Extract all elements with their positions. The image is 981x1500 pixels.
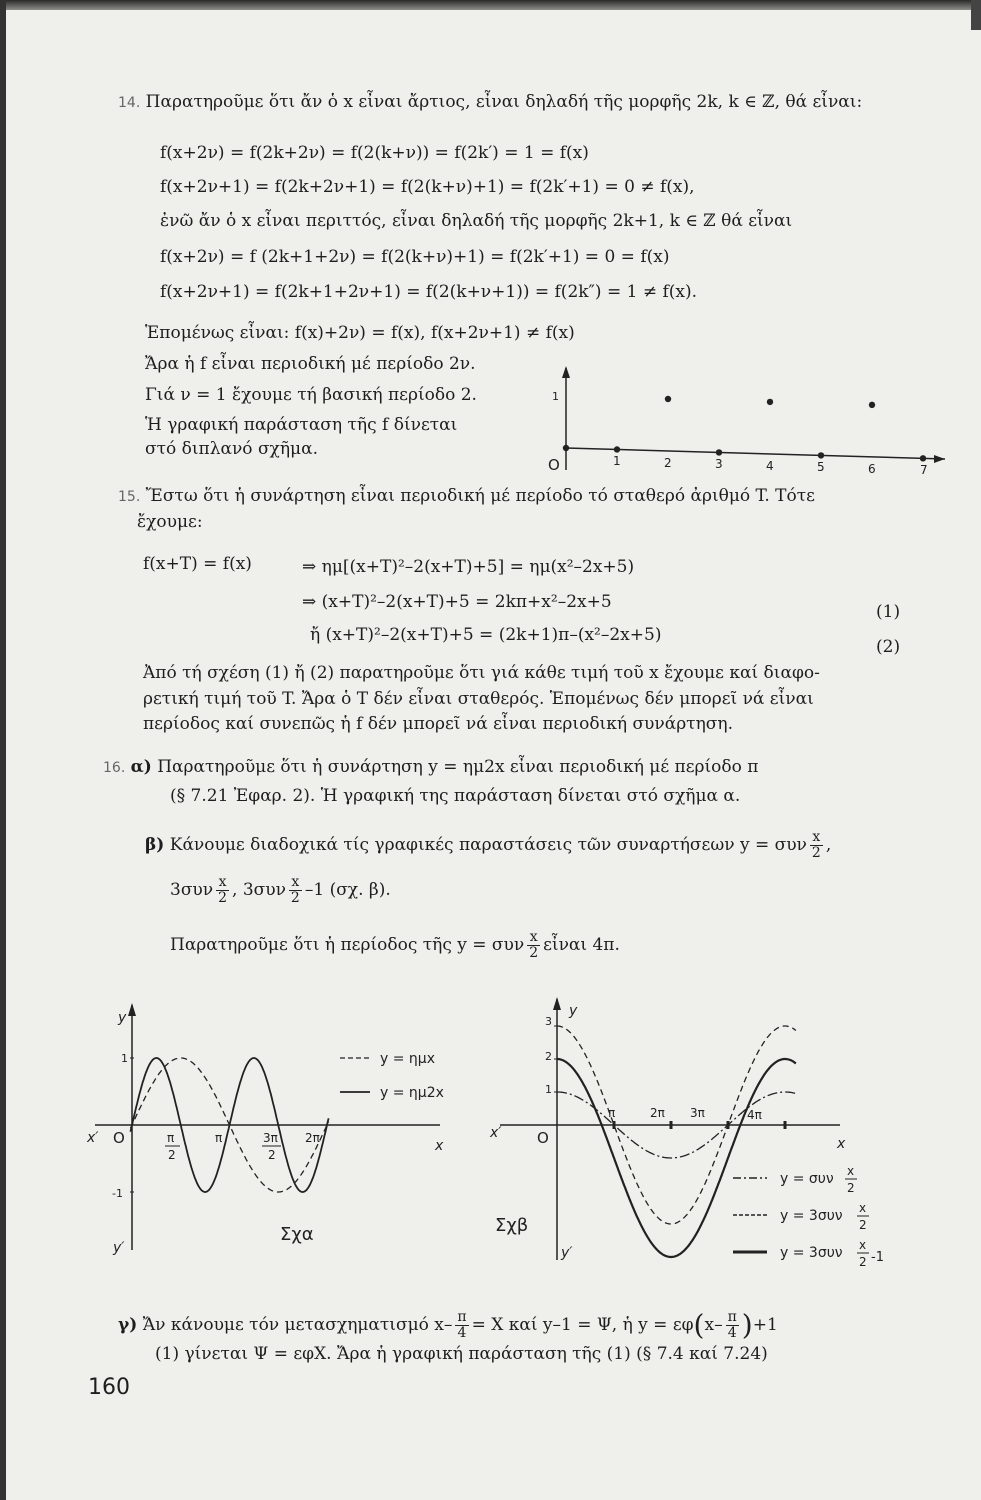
x-tick-3pi2-den: 2	[268, 1148, 276, 1162]
x-neg-label: x′	[87, 1130, 99, 1146]
problem-16-line-b2	[170, 875, 391, 906]
figure-caption: Σχα	[280, 1224, 314, 1245]
paren-close: )	[741, 1308, 753, 1342]
problem-15-line-5: ἤ (x+T)²–2(x+T)+5 = (2k+1)π–(x²–2x+5)	[310, 625, 662, 645]
x-axis	[566, 448, 945, 459]
problem-15-line-8: περίοδος καί συνεπῶς ἡ f δέν μπορεῖ νά εἶναι περιοδική συνάρτηση.	[143, 714, 733, 734]
problem-14-line-6: f(x+2ν+1) = f(2k+1+2ν+1) = f(2(k+ν+1)) = f(2k″) = 1 ≠ f(x).	[160, 282, 698, 302]
legend3-suffix: -1	[871, 1250, 884, 1265]
y-label: y	[569, 1003, 578, 1019]
x-tick-5: 5	[817, 460, 825, 474]
denominator: 2	[290, 890, 300, 906]
text: x–	[704, 1315, 723, 1335]
text: = X καί y–1 = Ψ, ἡ y = εφ	[471, 1315, 694, 1335]
data-point	[869, 402, 875, 408]
y-tick-3: 3	[545, 1015, 552, 1028]
legend3-frac-den: 2	[859, 1255, 867, 1269]
problem-15-line-1	[118, 484, 815, 509]
x-tick-3pi: 3π	[690, 1106, 705, 1120]
denominator: 2	[811, 845, 821, 861]
x-tick-2pi: 2π	[650, 1106, 665, 1120]
legend2-label: y = 3συν	[780, 1208, 843, 1224]
text: Παρατηροῦμε ὅτι ἡ περίοδος τῆς y = συν	[170, 935, 525, 955]
y-axis-arrow	[562, 366, 570, 378]
legend-solid-label: y = ημ2x	[380, 1085, 444, 1101]
x-tick-mark	[784, 1121, 787, 1129]
numerator: x	[810, 830, 823, 846]
fraction-x-over-2	[216, 875, 229, 906]
y-tick-2: 2	[545, 1050, 552, 1063]
numerator: x	[216, 875, 229, 891]
problem-14-line-10: Ἡ γραφική παράσταση τῆς f δίνεται	[145, 415, 458, 435]
problem-15-line-4: ⇒ (x+T)²–2(x+T)+5 = 2kπ+x²–2x+5	[302, 592, 612, 612]
data-point	[563, 445, 569, 451]
y-label: y	[118, 1010, 127, 1026]
part-a-marker: α)	[130, 757, 152, 777]
y-neg-label: y′	[561, 1245, 573, 1261]
legend2-frac-num: x	[859, 1201, 867, 1215]
text: –1 (σχ. β).	[304, 880, 391, 900]
denominator: 2	[529, 945, 539, 961]
data-point	[665, 396, 671, 402]
numerator: π	[457, 1309, 467, 1325]
problem-number: 14.	[118, 95, 141, 111]
text: Παρατηροῦμε ὅτι ἄν ὁ x εἶναι ἄρτιος, εἶναι δηλαδή τῆς μορφῆς 2k, k ∈ ℤ, θά εἶναι:	[145, 92, 863, 112]
problem-16-line-a1	[103, 755, 758, 780]
x-tick-pi: π	[608, 1106, 616, 1120]
legend2-frac-den: 2	[859, 1218, 867, 1232]
denominator: 4	[727, 1325, 737, 1341]
figure-beta	[485, 995, 895, 1280]
problem-16-line-b1	[145, 830, 831, 861]
legend-dashed-label: y = ημx	[380, 1051, 435, 1067]
figure-caption: Σχβ	[495, 1215, 529, 1236]
fraction-x-over-2	[527, 930, 540, 961]
legend3-frac-num: x	[859, 1238, 867, 1252]
problem-14-line-11: στό διπλανό σχῆμα.	[145, 439, 318, 459]
x-tick-pi2-num: π	[167, 1131, 175, 1145]
y-tick-1: 1	[121, 1052, 128, 1065]
y-tick-1: 1	[552, 390, 559, 403]
part-b-marker: β)	[145, 835, 165, 855]
numerator: x	[527, 930, 540, 946]
origin-label: O	[113, 1129, 125, 1147]
problem-15-line-7: ρετική τιμή τοῦ T. Ἄρα ὁ T δέν εἶναι σταθερός. Ἑπομένως δέν μπορεῖ νά εἶναι	[143, 689, 814, 709]
y-tick-minus-1: -1	[112, 1187, 123, 1200]
denominator: 2	[218, 890, 228, 906]
equation-tag-1: (1)	[876, 602, 901, 622]
x-tick-3pi2-num: 3π	[263, 1131, 278, 1145]
problem-16-line-g1	[118, 1310, 778, 1341]
y-axis-arrow	[553, 997, 561, 1010]
text: Ἄν κάνουμε τόν μετασχηματισμό x–	[142, 1315, 453, 1335]
fraction-pi-over-4	[726, 1310, 739, 1341]
fraction-x-over-2	[289, 875, 302, 906]
numerator: x	[289, 875, 302, 891]
scan-corner	[971, 0, 981, 30]
y-neg-label: y′	[113, 1240, 125, 1256]
problem-15-line-6: Ἀπό τή σχέση (1) ἤ (2) παρατηροῦμε ὅτι γιά κάθε τιμή τοῦ x ἔχουμε καί διαφο-	[143, 663, 820, 683]
problem-14-line-2: f(x+2ν) = f(2k+2ν) = f(2(k+ν)) = f(2k′) = 1 = f(x)	[160, 143, 589, 163]
problem-14-line-9: Γιά ν = 1 ἔχουμε τή βασική περίοδο 2.	[145, 385, 477, 405]
problem-14-line-4: ἐνῶ ἄν ὁ x εἶναι περιττός, εἶναι δηλαδή τῆς μορφῆς 2k+1, k ∈ ℤ θά εἶναι	[160, 211, 793, 231]
text: , 3συν	[232, 880, 286, 900]
x-tick-mark	[670, 1121, 673, 1129]
x-tick-4pi: 4π	[747, 1108, 762, 1122]
fraction-pi-over-4	[455, 1310, 468, 1341]
x-tick-2pi: 2π	[305, 1131, 320, 1145]
part-g-marker: γ)	[118, 1315, 138, 1335]
problem-16-line-g2: (1) γίνεται Ψ = εφX. Ἄρα ἡ γραφική παράσταση τῆς (1) (§ 7.4 καί 7.24)	[155, 1344, 768, 1364]
numerator: π	[727, 1309, 737, 1325]
problem-16-line-b3	[170, 930, 620, 961]
x-tick-4: 4	[766, 459, 774, 473]
origin-label: O	[548, 456, 560, 474]
x-tick-6: 6	[868, 462, 876, 476]
problem-14-line-7: Ἑπομένως εἶναι: f(x)+2ν) = f(x), f(x+2ν+1) ≠ f(x)	[145, 323, 575, 343]
text: 3συν	[170, 880, 214, 900]
x-tick-pi2-den: 2	[168, 1148, 176, 1162]
x-label: x	[435, 1138, 444, 1154]
page-number: 160	[88, 1375, 130, 1400]
problem-15-line-3a: f(x+T) = f(x)	[143, 554, 252, 574]
problem-14-line-3: f(x+2ν+1) = f(2k+2ν+1) = f(2(k+ν)+1) = f(2k′+1) = 0 ≠ f(x),	[160, 177, 695, 197]
origin-label: O	[537, 1129, 549, 1147]
text: Κάνουμε διαδοχικά τίς γραφικές παραστάσεις τῶν συναρτήσεων y = συν	[169, 835, 807, 855]
data-point	[818, 452, 824, 458]
paren-open: (	[693, 1308, 705, 1342]
text: Ἔστω ὅτι ἡ συνάρτηση εἶναι περιοδική μέ περίοδο τό σταθερό ἀριθμό T. Τότε	[145, 486, 815, 506]
x-axis-arrow	[934, 455, 945, 463]
y-tick-1: 1	[545, 1083, 552, 1096]
denominator: 4	[457, 1325, 467, 1341]
problem-14-line-8: Ἄρα ἡ f εἶναι περιοδική μέ περίοδο 2ν.	[145, 354, 476, 374]
problem-15-line-2: ἔχουμε:	[137, 512, 203, 532]
x-tick-7: 7	[920, 463, 928, 477]
problem-14-line-1	[118, 90, 862, 115]
x-label: x	[837, 1136, 846, 1152]
x-tick-1: 1	[613, 454, 621, 468]
scan-left-edge	[0, 0, 6, 1500]
legend1-frac-num: x	[847, 1164, 855, 1178]
legend3-label: y = 3συν	[780, 1245, 843, 1261]
problem-15-line-3b: ⇒ ημ[(x+T)²–2(x+T)+5] = ημ(x²–2x+5)	[302, 557, 635, 577]
problem-16-line-a2: (§ 7.21 Ἐφαρ. 2). Ἡ γραφική της παράσταση δίνεται στό σχῆμα α.	[170, 786, 741, 806]
text: Παρατηροῦμε ὅτι ἡ συνάρτηση y = ημ2x εἶναι περιοδική μέ περίοδο π	[157, 757, 759, 777]
scan-top-edge	[0, 0, 981, 10]
data-point	[614, 446, 620, 452]
x-neg-label: x′	[490, 1125, 502, 1141]
equation-tag-2: (2)	[876, 637, 901, 657]
y-axis-arrow	[128, 1003, 136, 1016]
text: εἶναι 4π.	[543, 935, 620, 955]
fraction-x-over-2	[810, 830, 823, 861]
problem-number: 15.	[118, 489, 141, 505]
figure-14-dot-plot	[540, 360, 955, 480]
problem-14-line-5: f(x+2ν) = f (2k+1+2ν) = f(2(k+ν)+1) = f(2k′+1) = 0 = f(x)	[160, 247, 670, 267]
data-point	[767, 399, 773, 405]
problem-number: 16.	[103, 760, 126, 776]
text: +1	[752, 1315, 778, 1335]
data-point	[716, 449, 722, 455]
legend1-frac-den: 2	[847, 1181, 855, 1195]
comma: ,	[825, 835, 832, 855]
x-tick-3: 3	[715, 457, 723, 471]
x-tick-2: 2	[664, 456, 672, 470]
x-tick-pi: π	[215, 1131, 223, 1145]
figure-alpha	[85, 1000, 480, 1270]
legend1-label: y = συν	[780, 1171, 834, 1187]
data-point	[920, 455, 926, 461]
